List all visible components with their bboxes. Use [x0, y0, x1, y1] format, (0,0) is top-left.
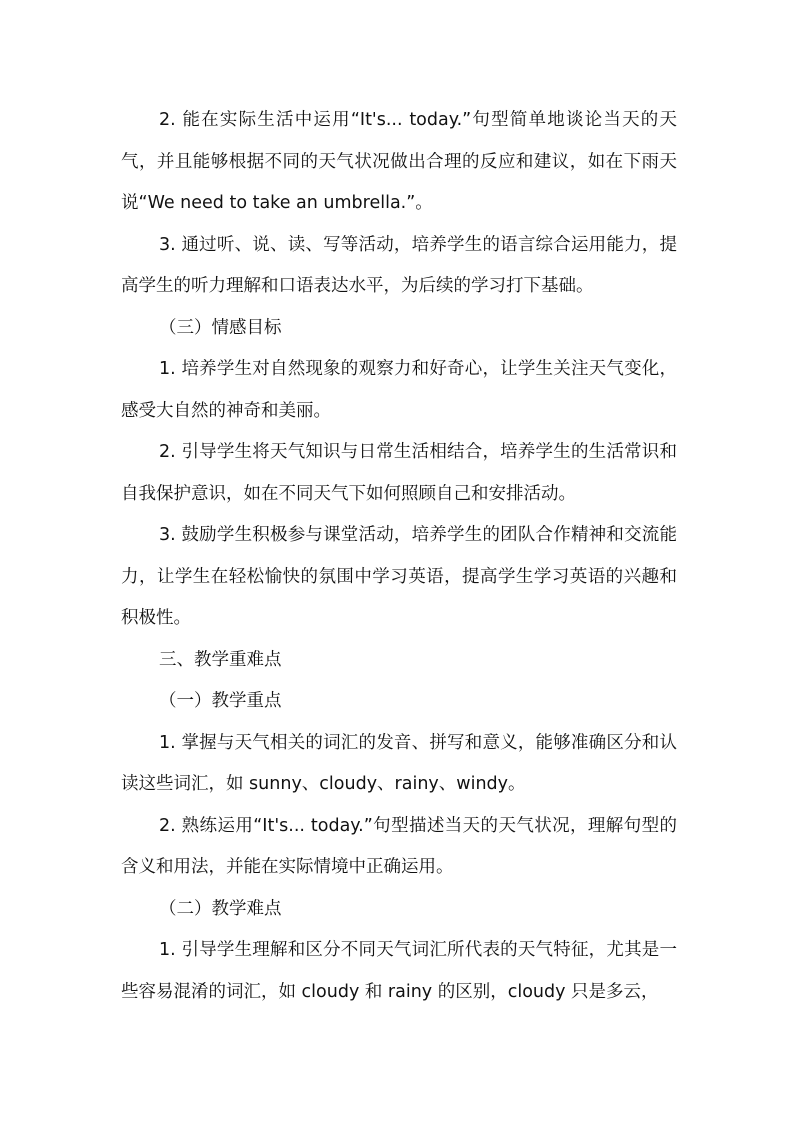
- section-heading-key-points: 三、教学重难点: [159, 649, 282, 670]
- paragraph-key-point-1: 1. 掌握与天气相关的词汇的发音、拼写和意义，能够准确区分和认读这些词汇，如 sunny、cloudy、rainy、windy。: [121, 732, 677, 794]
- paragraph-emotional-goal-1: 1. 培养学生对自然现象的观察力和好奇心，让学生关注天气变化，感受大自然的神奇和美丽。: [121, 359, 677, 421]
- subsection-heading-key-points: （一）教学重点: [159, 691, 282, 711]
- paragraph-skills-goal: 3. 通过听、说、读、写等活动，培养学生的语言综合运用能力，提高学生的听力理解和口语表达水平，为后续的学习打下基础。: [121, 234, 677, 296]
- document-body: [121, 100, 677, 1013]
- paragraph-key-point-2: 2. 熟练运用“It's... today.”句型描述当天的天气状况，理解句型的含义和用法，并能在实际情境中正确运用。: [121, 815, 677, 877]
- paragraph-difficulty-1: 1. 引导学生理解和区分不同天气词汇所代表的天气特征，尤其是一些容易混淆的词汇，如 cloudy 和 rainy 的区别，cloudy 只是多云，: [121, 940, 677, 1002]
- subsection-heading-difficulties: （二）教学难点: [159, 898, 282, 919]
- paragraph-emotional-goal-3: 3. 鼓励学生积极参与课堂活动，培养学生的团队合作精神和交流能力，让学生在轻松愉快的氛围中学习英语，提高学生学习英语的兴趣和积极性。: [121, 525, 677, 628]
- paragraph-emotional-goal-2: 2. 引导学生将天气知识与日常生活相结合，培养学生的生活常识和自我保护意识，如在不同天气下如何照顾自己和安排活动。: [121, 442, 677, 504]
- section-heading-emotional-goals: （三）情感目标: [159, 317, 282, 338]
- paragraph-speaking-goal: 2. 能在实际生活中运用“It's... today.”句型简单地谈论当天的天气，并且能够根据不同的天气状况做出合理的反应和建议，如在下雨天说“We need to take an umbrella.”。: [121, 110, 677, 213]
